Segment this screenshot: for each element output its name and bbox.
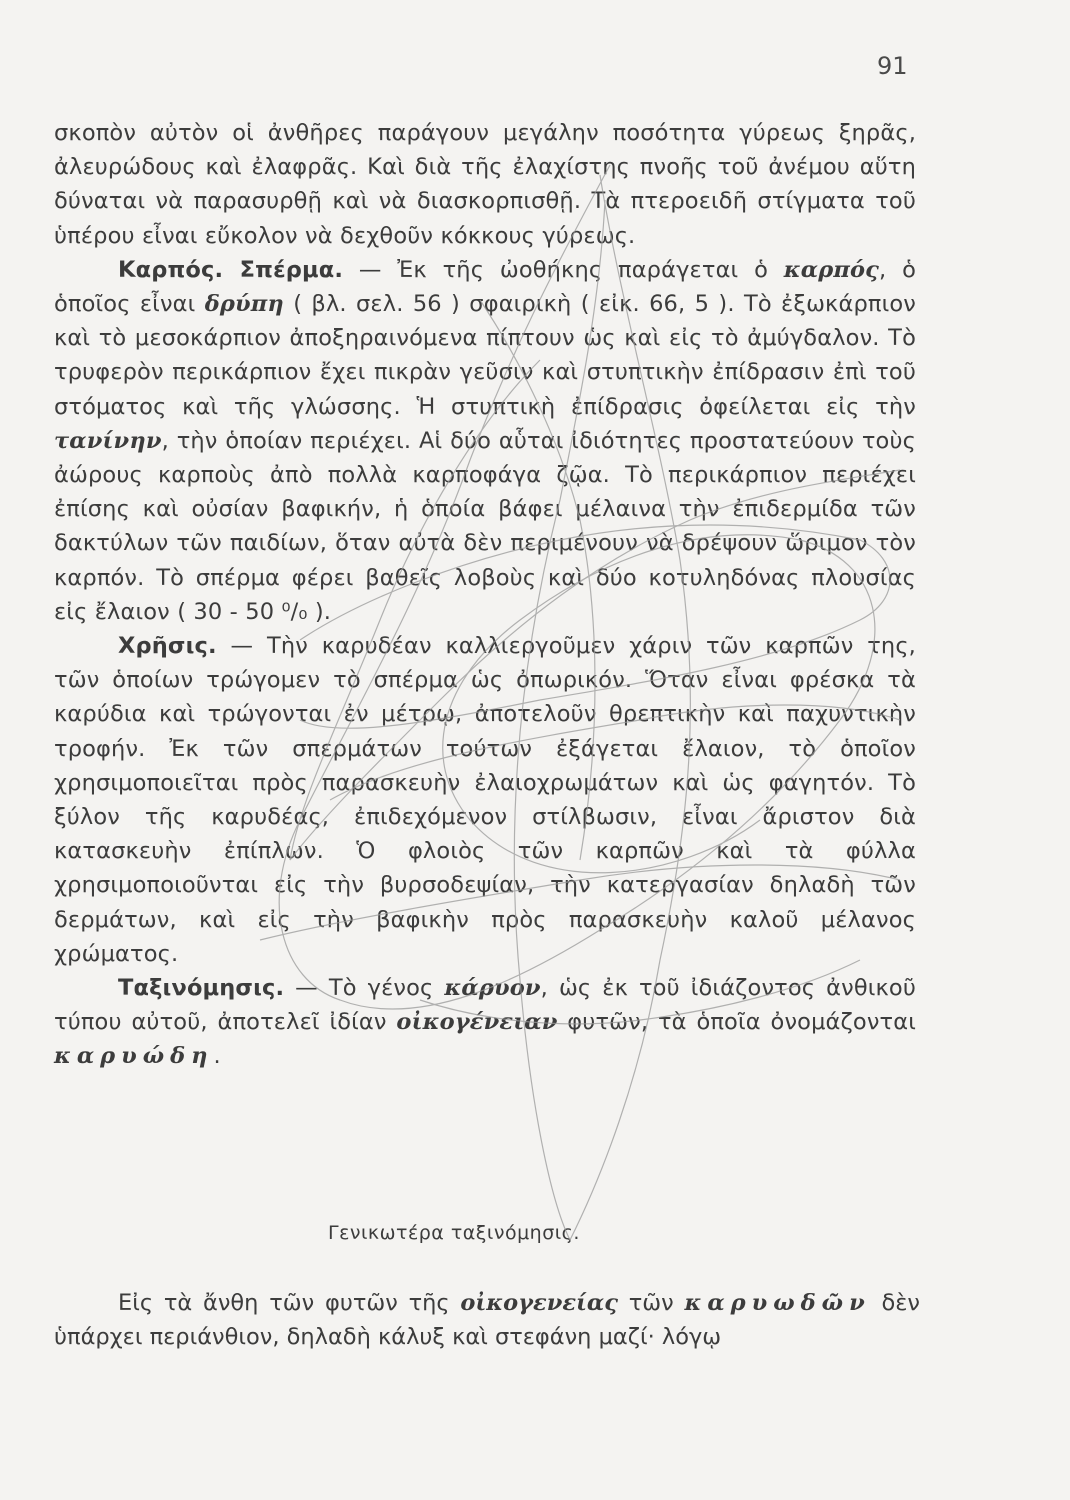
emphasis-term: οἰκογενείας (460, 1290, 618, 1316)
paragraph-use (54, 629, 916, 971)
emphasis-term: δρύπη (204, 291, 284, 318)
emphasis-term: καρυωδῶν (684, 1290, 871, 1316)
section-heading-fruit-seed: Καρπός. Σπέρμα. (118, 256, 344, 283)
text-segment: , τὴν ὁποίαν περιέχει. Αἱ δύο αὗται ἰδιότητες προστατεύουν τοὺς ἀώρους καρποὺς ἀπὸ πολλὰ καρποφάγα ζῷα. Τὸ περικάρπιον περιέχει ἐπίσης καὶ οὐσίαν βαφικήν, ἡ ὁποία βάφει μέλαινα τὴν ἐπιδερμίδα τῶν δακτύλων τῶν παιδίων, ὅταν αὐτὰ δὲν περιμένουν νὰ δρέψουν ὥριμον τὸν καρπόν. Τὸ σπέρμα φέρει βαθεῖς λοβοὺς καὶ δύο κοτυληδόνας πλουσίας εἰς ἔλαιον ( 30 - 50 ⁰/₀ ). (54, 427, 916, 625)
main-text (54, 116, 916, 1074)
section-heading-classification: Ταξινόμησις. (118, 975, 285, 1002)
paragraph-flowers (54, 1286, 920, 1354)
text-segment: — Τὴν καρυδέαν καλλιεργοῦμεν χάριν τῶν καρπῶν της, τῶν ὁποίων τρώγομεν τὸ σπέρμα ὡς ὀπωρικόν. Ὅταν εἶναι φρέσκα τὰ καρύδια καὶ τρώγονται ἐν μέτρῳ, ἀποτελοῦν θρεπτικὴν καὶ παχυντικὴν τροφήν. Ἐκ τῶν σπερμάτων τούτων ἐξάγεται ἔλαιον, τὸ ὁποῖον χρησιμοποιεῖται πρὸς παρασκευὴν ἐλαιοχρωμάτων καὶ ὡς φαγητόν. Τὸ ξύλον τῆς καρυδέας, ἐπιδεχόμενον στίλβωσιν, εἶναι ἄριστον διὰ κατασκευὴν ἐπίπλων. Ὁ φλοιὸς τῶν καρπῶν καὶ τὰ φύλλα χρησιμοποιοῦνται εἰς τὴν βυρσοδεψίαν, τὴν κατεργασίαν δηλαδὴ τῶν δερμάτων, καὶ εἰς τὴν βαφικὴν πρὸς παρασκευὴν καλοῦ μέλανος χρώματος. (54, 633, 916, 967)
paragraph-classification (54, 971, 916, 1074)
page-number: 91 (877, 52, 908, 80)
emphasis-term: καρυώδη (54, 1043, 214, 1070)
paragraph-fruit-seed (54, 253, 916, 629)
emphasis-term: καρπός (783, 256, 879, 283)
text-segment: τῶν (617, 1290, 685, 1316)
text-segment: ( βλ. σελ. 56 ) σφαιρικὴ ( εἰκ. 66, 5 ). Τὸ ἐξωκάρπιον καὶ τὸ μεσοκάρπιον ἀποξηραινόμενα πίπτουν ὡς καὶ εἰς τὸ ἀμύγδαλον. Τὸ τρυφερὸν περικάρπιον ἔχει πικρὰν γεῦσιν καὶ στυπτικὴν ἐπίδρασιν ἐπὶ τοῦ στόματος καὶ τῆς γλώσσης. Ἡ στυπτικὴ ἐπίδρασις ὀφείλεται εἰς τὴν (54, 291, 916, 420)
paragraph-pollen: σκοπὸν αὐτὸν οἱ ἀνθῆρες παράγουν μεγάλην ποσότητα γύρεως ξηρᾶς, ἀλευρώδους καὶ ἐλαφρᾶς. Καὶ διὰ τῆς ἐλαχίστης πνοῆς τοῦ ἀνέμου αὕτη δύναται νὰ παρασυρθῇ καὶ νὰ διασκορπισθῇ. Τὰ πτεροειδῆ στίγματα τοῦ ὑπέρου εἶναι εὔκολον νὰ δεχθοῦν κόκκους γύρεως. (54, 120, 916, 249)
text-segment: φυτῶν, τὰ ὁποῖα ὀνομάζονται (557, 1009, 916, 1036)
subheading-general-classification: Γενικωτέρα ταξινόμησις. (328, 1222, 580, 1244)
text-segment: — Τὸ γένος (284, 975, 445, 1002)
text-segment: , ὁ ὁποῖος εἶναι (54, 256, 916, 318)
text-segment: — Ἐκ τῆς ὠοθήκης παράγεται ὁ (343, 256, 784, 283)
section-heading-use: Χρῆσις. (118, 633, 217, 660)
text-segment: , ὡς ἐκ τοῦ ἰδιάζοντος ἀνθικοῦ τύπου αὐτοῦ, ἀποτελεῖ ἰδίαν (54, 975, 917, 1036)
emphasis-term: οἰκογένειαν (396, 1009, 558, 1036)
text-segment: Εἰς τὰ ἄνθη τῶν φυτῶν τῆς (118, 1290, 461, 1316)
text-segment: . (213, 1043, 221, 1070)
text-segment: δὲν ὑπάρχει περιάνθιον, δηλαδὴ κάλυξ καὶ στεφάνη μαζί· λόγῳ (54, 1290, 920, 1351)
emphasis-term: κάρυον (444, 975, 541, 1002)
emphasis-term: τανίνην (54, 427, 162, 454)
